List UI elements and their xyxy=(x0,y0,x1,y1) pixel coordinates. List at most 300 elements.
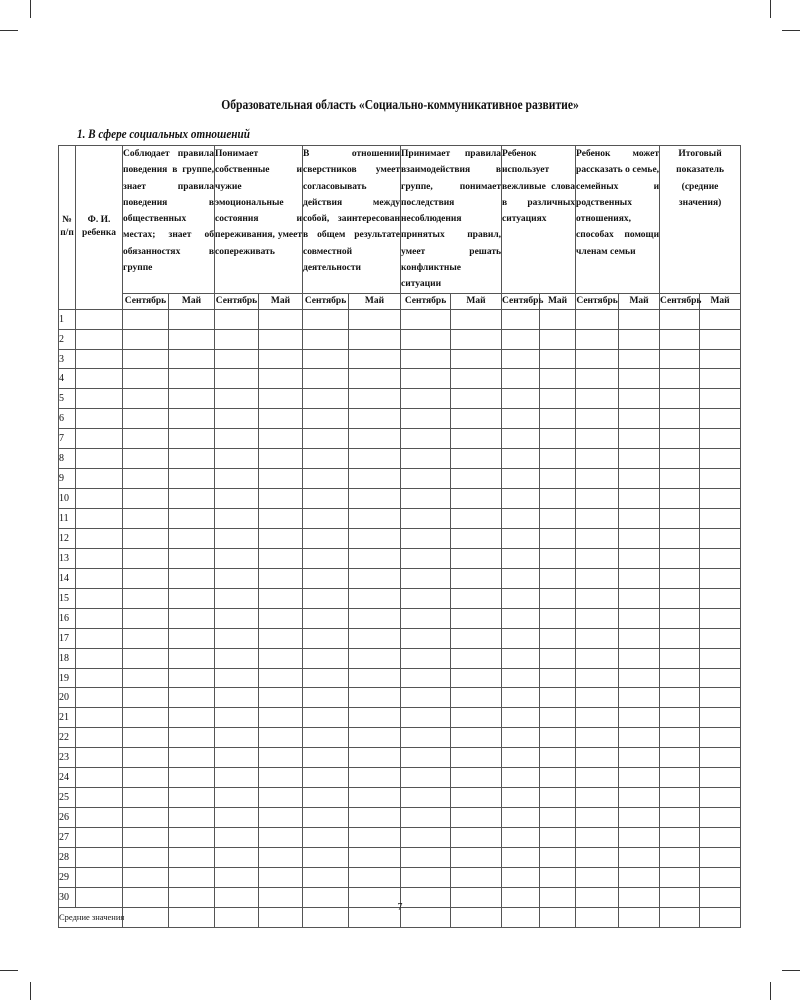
score-cell[interactable] xyxy=(169,748,215,768)
score-cell[interactable] xyxy=(540,668,576,688)
score-cell[interactable] xyxy=(215,568,259,588)
score-cell[interactable] xyxy=(660,688,700,708)
score-cell[interactable] xyxy=(660,828,700,848)
score-cell[interactable] xyxy=(540,329,576,349)
score-cell[interactable] xyxy=(123,369,169,389)
score-cell[interactable] xyxy=(259,608,303,628)
score-cell[interactable] xyxy=(502,847,540,867)
score-cell[interactable] xyxy=(349,509,401,529)
score-cell[interactable] xyxy=(169,329,215,349)
score-cell[interactable] xyxy=(451,828,502,848)
child-name-cell[interactable] xyxy=(76,329,123,349)
score-cell[interactable] xyxy=(619,309,660,329)
score-cell[interactable] xyxy=(502,409,540,429)
score-cell[interactable] xyxy=(660,309,700,329)
score-cell[interactable] xyxy=(540,429,576,449)
score-cell[interactable] xyxy=(349,429,401,449)
score-cell[interactable] xyxy=(169,688,215,708)
score-cell[interactable] xyxy=(502,748,540,768)
score-cell[interactable] xyxy=(401,828,451,848)
score-cell[interactable] xyxy=(576,708,619,728)
score-cell[interactable] xyxy=(451,329,502,349)
score-cell[interactable] xyxy=(502,369,540,389)
score-cell[interactable] xyxy=(401,409,451,429)
score-cell[interactable] xyxy=(540,688,576,708)
score-cell[interactable] xyxy=(502,449,540,469)
score-cell[interactable] xyxy=(451,369,502,389)
score-cell[interactable] xyxy=(619,748,660,768)
child-name-cell[interactable] xyxy=(76,688,123,708)
child-name-cell[interactable] xyxy=(76,528,123,548)
score-cell[interactable] xyxy=(123,728,169,748)
score-cell[interactable] xyxy=(451,648,502,668)
score-cell[interactable] xyxy=(619,628,660,648)
score-cell[interactable] xyxy=(349,748,401,768)
score-cell[interactable] xyxy=(401,429,451,449)
score-cell[interactable] xyxy=(169,648,215,668)
score-cell[interactable] xyxy=(123,548,169,568)
score-cell[interactable] xyxy=(215,688,259,708)
score-cell[interactable] xyxy=(259,628,303,648)
score-cell[interactable] xyxy=(540,708,576,728)
score-cell[interactable] xyxy=(660,349,700,369)
score-cell[interactable] xyxy=(502,568,540,588)
score-cell[interactable] xyxy=(303,509,349,529)
score-cell[interactable] xyxy=(215,489,259,509)
score-cell[interactable] xyxy=(576,349,619,369)
score-cell[interactable] xyxy=(576,608,619,628)
score-cell[interactable] xyxy=(215,788,259,808)
score-cell[interactable] xyxy=(259,768,303,788)
score-cell[interactable] xyxy=(660,768,700,788)
score-cell[interactable] xyxy=(619,568,660,588)
score-cell[interactable] xyxy=(619,509,660,529)
child-name-cell[interactable] xyxy=(76,788,123,808)
score-cell[interactable] xyxy=(502,828,540,848)
score-cell[interactable] xyxy=(700,528,741,548)
score-cell[interactable] xyxy=(660,409,700,429)
score-cell[interactable] xyxy=(576,509,619,529)
child-name-cell[interactable] xyxy=(76,648,123,668)
score-cell[interactable] xyxy=(169,528,215,548)
score-cell[interactable] xyxy=(502,808,540,828)
score-cell[interactable] xyxy=(401,788,451,808)
score-cell[interactable] xyxy=(451,688,502,708)
score-cell[interactable] xyxy=(259,469,303,489)
score-cell[interactable] xyxy=(619,349,660,369)
score-cell[interactable] xyxy=(700,329,741,349)
score-cell[interactable] xyxy=(576,489,619,509)
score-cell[interactable] xyxy=(259,489,303,509)
score-cell[interactable] xyxy=(502,788,540,808)
score-cell[interactable] xyxy=(349,389,401,409)
score-cell[interactable] xyxy=(576,788,619,808)
score-cell[interactable] xyxy=(540,788,576,808)
score-cell[interactable] xyxy=(259,409,303,429)
score-cell[interactable] xyxy=(401,708,451,728)
score-cell[interactable] xyxy=(700,768,741,788)
score-cell[interactable] xyxy=(169,489,215,509)
score-cell[interactable] xyxy=(576,847,619,867)
score-cell[interactable] xyxy=(303,728,349,748)
score-cell[interactable] xyxy=(700,548,741,568)
score-cell[interactable] xyxy=(349,608,401,628)
score-cell[interactable] xyxy=(660,808,700,828)
score-cell[interactable] xyxy=(700,668,741,688)
score-cell[interactable] xyxy=(700,628,741,648)
score-cell[interactable] xyxy=(619,608,660,628)
score-cell[interactable] xyxy=(303,528,349,548)
score-cell[interactable] xyxy=(700,728,741,748)
score-cell[interactable] xyxy=(259,309,303,329)
score-cell[interactable] xyxy=(303,329,349,349)
score-cell[interactable] xyxy=(451,409,502,429)
child-name-cell[interactable] xyxy=(76,628,123,648)
score-cell[interactable] xyxy=(502,389,540,409)
score-cell[interactable] xyxy=(303,349,349,369)
score-cell[interactable] xyxy=(303,568,349,588)
score-cell[interactable] xyxy=(540,828,576,848)
score-cell[interactable] xyxy=(303,309,349,329)
child-name-cell[interactable] xyxy=(76,409,123,429)
score-cell[interactable] xyxy=(123,708,169,728)
score-cell[interactable] xyxy=(660,648,700,668)
score-cell[interactable] xyxy=(169,449,215,469)
score-cell[interactable] xyxy=(349,528,401,548)
score-cell[interactable] xyxy=(540,548,576,568)
score-cell[interactable] xyxy=(349,648,401,668)
score-cell[interactable] xyxy=(123,568,169,588)
score-cell[interactable] xyxy=(303,708,349,728)
score-cell[interactable] xyxy=(259,847,303,867)
score-cell[interactable] xyxy=(401,768,451,788)
score-cell[interactable] xyxy=(700,469,741,489)
score-cell[interactable] xyxy=(540,409,576,429)
score-cell[interactable] xyxy=(123,808,169,828)
score-cell[interactable] xyxy=(303,828,349,848)
score-cell[interactable] xyxy=(700,867,741,887)
score-cell[interactable] xyxy=(451,489,502,509)
score-cell[interactable] xyxy=(123,828,169,848)
score-cell[interactable] xyxy=(169,788,215,808)
score-cell[interactable] xyxy=(451,309,502,329)
score-cell[interactable] xyxy=(619,847,660,867)
score-cell[interactable] xyxy=(700,409,741,429)
child-name-cell[interactable] xyxy=(76,369,123,389)
score-cell[interactable] xyxy=(401,608,451,628)
score-cell[interactable] xyxy=(451,867,502,887)
score-cell[interactable] xyxy=(169,768,215,788)
score-cell[interactable] xyxy=(169,867,215,887)
child-name-cell[interactable] xyxy=(76,309,123,329)
score-cell[interactable] xyxy=(576,808,619,828)
score-cell[interactable] xyxy=(349,548,401,568)
score-cell[interactable] xyxy=(169,588,215,608)
score-cell[interactable] xyxy=(502,548,540,568)
score-cell[interactable] xyxy=(401,369,451,389)
score-cell[interactable] xyxy=(660,489,700,509)
score-cell[interactable] xyxy=(540,608,576,628)
score-cell[interactable] xyxy=(169,568,215,588)
child-name-cell[interactable] xyxy=(76,548,123,568)
score-cell[interactable] xyxy=(123,309,169,329)
child-name-cell[interactable] xyxy=(76,608,123,628)
score-cell[interactable] xyxy=(123,628,169,648)
score-cell[interactable] xyxy=(451,788,502,808)
score-cell[interactable] xyxy=(123,469,169,489)
score-cell[interactable] xyxy=(540,528,576,548)
score-cell[interactable] xyxy=(259,429,303,449)
score-cell[interactable] xyxy=(169,409,215,429)
score-cell[interactable] xyxy=(169,309,215,329)
score-cell[interactable] xyxy=(401,668,451,688)
child-name-cell[interactable] xyxy=(76,867,123,887)
score-cell[interactable] xyxy=(259,369,303,389)
score-cell[interactable] xyxy=(619,768,660,788)
score-cell[interactable] xyxy=(349,728,401,748)
score-cell[interactable] xyxy=(576,628,619,648)
score-cell[interactable] xyxy=(215,808,259,828)
score-cell[interactable] xyxy=(259,389,303,409)
score-cell[interactable] xyxy=(700,788,741,808)
child-name-cell[interactable] xyxy=(76,668,123,688)
child-name-cell[interactable] xyxy=(76,588,123,608)
score-cell[interactable] xyxy=(215,369,259,389)
score-cell[interactable] xyxy=(259,349,303,369)
score-cell[interactable] xyxy=(349,489,401,509)
score-cell[interactable] xyxy=(660,389,700,409)
score-cell[interactable] xyxy=(619,788,660,808)
score-cell[interactable] xyxy=(349,808,401,828)
score-cell[interactable] xyxy=(502,429,540,449)
score-cell[interactable] xyxy=(303,489,349,509)
score-cell[interactable] xyxy=(700,708,741,728)
score-cell[interactable] xyxy=(303,369,349,389)
score-cell[interactable] xyxy=(215,509,259,529)
score-cell[interactable] xyxy=(215,668,259,688)
score-cell[interactable] xyxy=(259,708,303,728)
score-cell[interactable] xyxy=(540,389,576,409)
score-cell[interactable] xyxy=(451,728,502,748)
child-name-cell[interactable] xyxy=(76,489,123,509)
score-cell[interactable] xyxy=(502,628,540,648)
score-cell[interactable] xyxy=(502,768,540,788)
score-cell[interactable] xyxy=(619,808,660,828)
score-cell[interactable] xyxy=(576,528,619,548)
score-cell[interactable] xyxy=(619,648,660,668)
score-cell[interactable] xyxy=(349,469,401,489)
score-cell[interactable] xyxy=(349,768,401,788)
score-cell[interactable] xyxy=(215,608,259,628)
score-cell[interactable] xyxy=(502,489,540,509)
score-cell[interactable] xyxy=(660,429,700,449)
score-cell[interactable] xyxy=(401,588,451,608)
score-cell[interactable] xyxy=(215,329,259,349)
score-cell[interactable] xyxy=(540,509,576,529)
score-cell[interactable] xyxy=(349,568,401,588)
score-cell[interactable] xyxy=(349,329,401,349)
score-cell[interactable] xyxy=(576,768,619,788)
score-cell[interactable] xyxy=(451,708,502,728)
score-cell[interactable] xyxy=(259,548,303,568)
score-cell[interactable] xyxy=(619,329,660,349)
score-cell[interactable] xyxy=(303,847,349,867)
score-cell[interactable] xyxy=(451,389,502,409)
score-cell[interactable] xyxy=(660,528,700,548)
score-cell[interactable] xyxy=(619,588,660,608)
score-cell[interactable] xyxy=(619,489,660,509)
score-cell[interactable] xyxy=(123,509,169,529)
score-cell[interactable] xyxy=(349,449,401,469)
score-cell[interactable] xyxy=(576,668,619,688)
score-cell[interactable] xyxy=(303,768,349,788)
score-cell[interactable] xyxy=(619,528,660,548)
score-cell[interactable] xyxy=(576,449,619,469)
score-cell[interactable] xyxy=(660,568,700,588)
score-cell[interactable] xyxy=(540,748,576,768)
score-cell[interactable] xyxy=(123,528,169,548)
score-cell[interactable] xyxy=(540,588,576,608)
score-cell[interactable] xyxy=(502,867,540,887)
score-cell[interactable] xyxy=(259,528,303,548)
score-cell[interactable] xyxy=(540,867,576,887)
score-cell[interactable] xyxy=(259,568,303,588)
score-cell[interactable] xyxy=(349,628,401,648)
score-cell[interactable] xyxy=(215,409,259,429)
score-cell[interactable] xyxy=(619,828,660,848)
score-cell[interactable] xyxy=(660,628,700,648)
score-cell[interactable] xyxy=(123,788,169,808)
score-cell[interactable] xyxy=(215,768,259,788)
score-cell[interactable] xyxy=(169,728,215,748)
score-cell[interactable] xyxy=(502,329,540,349)
score-cell[interactable] xyxy=(451,668,502,688)
score-cell[interactable] xyxy=(215,867,259,887)
score-cell[interactable] xyxy=(502,688,540,708)
score-cell[interactable] xyxy=(303,409,349,429)
score-cell[interactable] xyxy=(619,867,660,887)
score-cell[interactable] xyxy=(451,808,502,828)
score-cell[interactable] xyxy=(401,509,451,529)
score-cell[interactable] xyxy=(502,608,540,628)
score-cell[interactable] xyxy=(123,648,169,668)
child-name-cell[interactable] xyxy=(76,828,123,848)
score-cell[interactable] xyxy=(215,628,259,648)
score-cell[interactable] xyxy=(349,349,401,369)
score-cell[interactable] xyxy=(303,449,349,469)
score-cell[interactable] xyxy=(576,309,619,329)
score-cell[interactable] xyxy=(169,349,215,369)
child-name-cell[interactable] xyxy=(76,568,123,588)
score-cell[interactable] xyxy=(123,847,169,867)
score-cell[interactable] xyxy=(576,429,619,449)
score-cell[interactable] xyxy=(576,329,619,349)
score-cell[interactable] xyxy=(502,728,540,748)
score-cell[interactable] xyxy=(451,349,502,369)
score-cell[interactable] xyxy=(540,449,576,469)
score-cell[interactable] xyxy=(169,708,215,728)
score-cell[interactable] xyxy=(401,867,451,887)
score-cell[interactable] xyxy=(576,867,619,887)
score-cell[interactable] xyxy=(169,808,215,828)
score-cell[interactable] xyxy=(619,708,660,728)
score-cell[interactable] xyxy=(502,469,540,489)
score-cell[interactable] xyxy=(700,489,741,509)
score-cell[interactable] xyxy=(303,688,349,708)
score-cell[interactable] xyxy=(700,449,741,469)
score-cell[interactable] xyxy=(259,828,303,848)
score-cell[interactable] xyxy=(502,349,540,369)
score-cell[interactable] xyxy=(215,588,259,608)
score-cell[interactable] xyxy=(660,469,700,489)
score-cell[interactable] xyxy=(215,548,259,568)
score-cell[interactable] xyxy=(540,628,576,648)
score-cell[interactable] xyxy=(215,528,259,548)
score-cell[interactable] xyxy=(619,449,660,469)
score-cell[interactable] xyxy=(401,648,451,668)
score-cell[interactable] xyxy=(619,369,660,389)
score-cell[interactable] xyxy=(169,429,215,449)
score-cell[interactable] xyxy=(215,728,259,748)
score-cell[interactable] xyxy=(401,748,451,768)
score-cell[interactable] xyxy=(619,469,660,489)
score-cell[interactable] xyxy=(660,608,700,628)
score-cell[interactable] xyxy=(619,389,660,409)
score-cell[interactable] xyxy=(349,369,401,389)
score-cell[interactable] xyxy=(215,349,259,369)
score-cell[interactable] xyxy=(700,688,741,708)
child-name-cell[interactable] xyxy=(76,847,123,867)
score-cell[interactable] xyxy=(660,847,700,867)
score-cell[interactable] xyxy=(502,708,540,728)
score-cell[interactable] xyxy=(259,788,303,808)
score-cell[interactable] xyxy=(349,668,401,688)
score-cell[interactable] xyxy=(303,748,349,768)
score-cell[interactable] xyxy=(700,568,741,588)
score-cell[interactable] xyxy=(700,509,741,529)
score-cell[interactable] xyxy=(502,588,540,608)
score-cell[interactable] xyxy=(215,847,259,867)
score-cell[interactable] xyxy=(401,489,451,509)
score-cell[interactable] xyxy=(540,808,576,828)
score-cell[interactable] xyxy=(401,728,451,748)
score-cell[interactable] xyxy=(349,688,401,708)
score-cell[interactable] xyxy=(259,728,303,748)
score-cell[interactable] xyxy=(576,469,619,489)
score-cell[interactable] xyxy=(451,847,502,867)
score-cell[interactable] xyxy=(259,588,303,608)
score-cell[interactable] xyxy=(451,628,502,648)
score-cell[interactable] xyxy=(215,748,259,768)
score-cell[interactable] xyxy=(540,369,576,389)
score-cell[interactable] xyxy=(123,867,169,887)
score-cell[interactable] xyxy=(619,409,660,429)
score-cell[interactable] xyxy=(215,449,259,469)
child-name-cell[interactable] xyxy=(76,728,123,748)
score-cell[interactable] xyxy=(215,828,259,848)
score-cell[interactable] xyxy=(540,489,576,509)
score-cell[interactable] xyxy=(401,628,451,648)
score-cell[interactable] xyxy=(700,808,741,828)
score-cell[interactable] xyxy=(700,608,741,628)
score-cell[interactable] xyxy=(259,688,303,708)
score-cell[interactable] xyxy=(540,349,576,369)
score-cell[interactable] xyxy=(540,309,576,329)
score-cell[interactable] xyxy=(123,429,169,449)
score-cell[interactable] xyxy=(660,728,700,748)
score-cell[interactable] xyxy=(259,509,303,529)
score-cell[interactable] xyxy=(349,828,401,848)
